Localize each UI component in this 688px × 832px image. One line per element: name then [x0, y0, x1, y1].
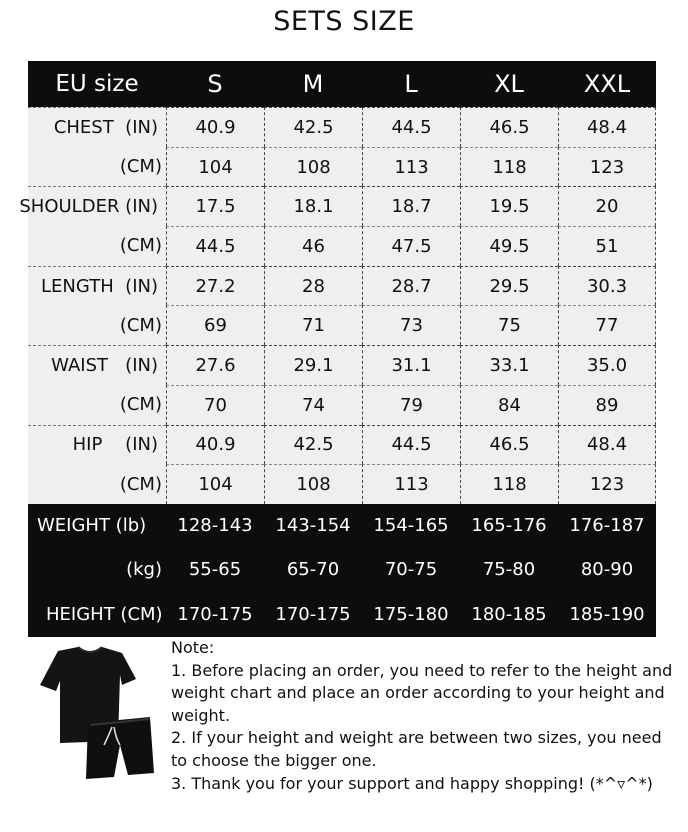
table-cell: 73: [362, 305, 460, 345]
weight-kg-label: (kg): [126, 559, 162, 581]
row-label-cm: (CM): [119, 473, 162, 495]
table-cell: 84: [460, 385, 558, 425]
table-cell: 42.5: [264, 425, 362, 465]
row-label-cm: (CM): [119, 314, 162, 336]
page-title: SETS SIZE: [273, 6, 415, 37]
table-header-row: [28, 61, 656, 107]
table-cell: 113: [362, 147, 460, 187]
table-cell: 35.0: [558, 345, 656, 385]
table-cell: 180-185: [471, 603, 547, 625]
table-cell: 70: [166, 385, 264, 425]
table-cell: 108: [264, 464, 362, 504]
height-row: [28, 592, 656, 637]
table-row: [28, 464, 656, 504]
header-size-xxl: XXL: [583, 70, 631, 98]
table-row: [28, 305, 656, 345]
table-cell: 113: [362, 464, 460, 504]
table-cell: 143-154: [275, 515, 351, 537]
measurement-rows: [19, 107, 656, 504]
table-cell: 154-165: [373, 515, 449, 537]
table-cell: 44.5: [166, 226, 264, 266]
table-cell: 44.5: [362, 425, 460, 465]
table-row: [28, 345, 656, 385]
table-row: [28, 147, 656, 187]
table-cell: 40.9: [166, 107, 264, 147]
table-cell: 77: [558, 305, 656, 345]
table-row: [28, 226, 656, 266]
table-cell: 175-180: [373, 603, 449, 625]
table-cell: 30.3: [558, 266, 656, 306]
size-note: [171, 637, 671, 795]
table-cell: 48.4: [558, 425, 656, 465]
row-label-in: SHOULDER (IN): [28, 186, 166, 226]
table-cell: 17.5: [166, 186, 264, 226]
table-cell: 47.5: [362, 226, 460, 266]
table-cell: 31.1: [362, 345, 460, 385]
table-cell: 27.2: [166, 266, 264, 306]
row-label-in: CHEST (IN): [28, 107, 166, 147]
row-label-in: WAIST (IN): [28, 345, 166, 385]
table-cell: 70-75: [384, 559, 438, 581]
table-cell: 42.5: [264, 107, 362, 147]
note-line: weight.: [171, 705, 231, 725]
row-label-in: LENGTH (IN): [28, 266, 166, 306]
note-line: 1. Before placing an order, you need to refer to the height and: [171, 660, 673, 680]
table-cell: 104: [166, 464, 264, 504]
row-label-cm: (CM): [119, 156, 162, 178]
tshirt-shorts-image: [30, 645, 164, 785]
table-row: [28, 385, 656, 425]
table-cell: 170-175: [177, 603, 253, 625]
weight-lb-label: WEIGHT (lb): [37, 515, 147, 537]
table-cell: 19.5: [460, 186, 558, 226]
table-cell: 69: [166, 305, 264, 345]
table-cell: 18.1: [264, 186, 362, 226]
table-cell: 20: [558, 186, 656, 226]
table-cell: 33.1: [460, 345, 558, 385]
header-size-l: L: [404, 70, 418, 98]
table-row: [28, 107, 656, 147]
table-cell: 55-65: [188, 559, 242, 581]
table-cell: 46.5: [460, 107, 558, 147]
table-cell: 89: [558, 385, 656, 425]
header-size-m: M: [302, 70, 324, 98]
table-cell: 71: [264, 305, 362, 345]
row-label-cm: (CM): [119, 394, 162, 416]
table-cell: 118: [460, 464, 558, 504]
weight-kg-row: [28, 548, 656, 592]
table-cell: 108: [264, 147, 362, 187]
note-line: 3. Thank you for your support and happy shopping! (*^▿^*): [171, 773, 653, 793]
table-row: [28, 425, 656, 465]
height-label: HEIGHT (CM): [46, 603, 163, 625]
table-cell: 80-90: [580, 559, 634, 581]
table-cell: 29.5: [460, 266, 558, 306]
header-size-xl: XL: [494, 70, 524, 98]
table-row: [19, 186, 656, 226]
row-label-in: HIP (IN): [28, 425, 166, 465]
table-row: [28, 266, 656, 306]
note-line: weight chart and place an order according to your height and: [171, 683, 665, 703]
header-label: EU size: [55, 71, 139, 97]
table-cell: 74: [264, 385, 362, 425]
table-cell: 29.1: [264, 345, 362, 385]
table-cell: 28: [264, 266, 362, 306]
table-cell: 18.7: [362, 186, 460, 226]
table-cell: 185-190: [569, 603, 645, 625]
table-cell: 28.7: [362, 266, 460, 306]
table-cell: 104: [166, 147, 264, 187]
table-cell: 118: [460, 147, 558, 187]
table-cell: 79: [362, 385, 460, 425]
size-chart-table: [19, 61, 656, 637]
header-size-s: S: [207, 70, 223, 98]
table-cell: 48.4: [558, 107, 656, 147]
table-cell: 46.5: [460, 425, 558, 465]
table-cell: 128-143: [177, 515, 253, 537]
table-cell: 165-176: [471, 515, 547, 537]
table-cell: 170-175: [275, 603, 351, 625]
table-cell: 123: [558, 464, 656, 504]
row-label-cm: (CM): [119, 235, 162, 257]
table-cell: 46: [264, 226, 362, 266]
table-cell: 40.9: [166, 425, 264, 465]
table-cell: 44.5: [362, 107, 460, 147]
table-cell: 176-187: [569, 515, 645, 537]
table-cell: 75: [460, 305, 558, 345]
table-cell: 51: [558, 226, 656, 266]
table-cell: 123: [558, 147, 656, 187]
table-cell: 49.5: [460, 226, 558, 266]
note-line: 2. If your height and weight are between two sizes, you need: [171, 728, 662, 748]
table-cell: 75-80: [482, 559, 536, 581]
note-line: to choose the bigger one.: [171, 750, 377, 770]
table-cell: 65-70: [286, 559, 340, 581]
table-cell: 27.6: [166, 345, 264, 385]
note-heading: Note:: [171, 638, 215, 657]
weight-lb-row: [28, 504, 656, 548]
